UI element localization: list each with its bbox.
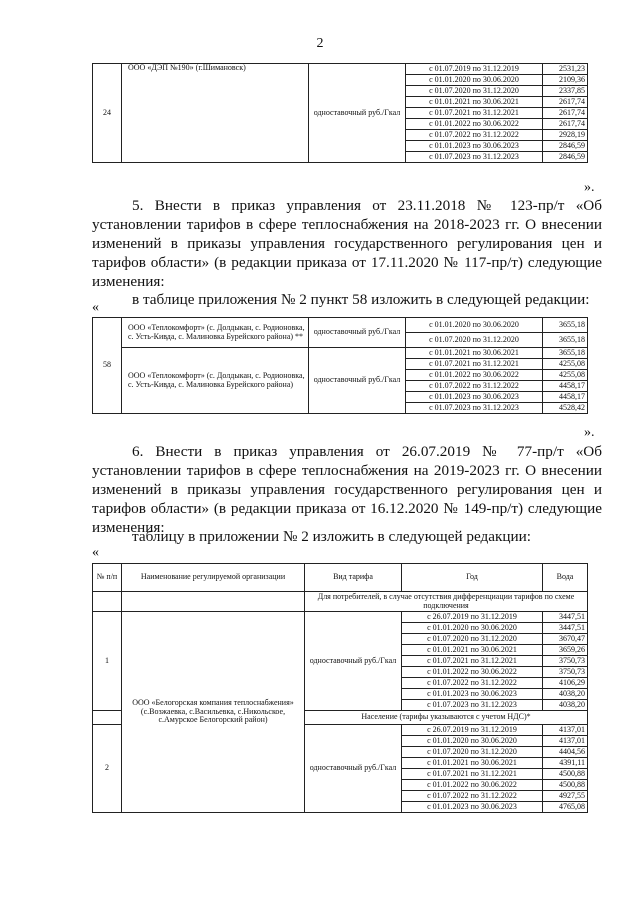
- table-row: [93, 64, 588, 75]
- row-number: 24: [93, 64, 122, 163]
- value-cell: 2337,85: [543, 86, 588, 97]
- period-cell: с 01.01.2020 по 30.06.2020: [402, 623, 543, 634]
- value-cell: 3659,26: [543, 645, 588, 656]
- tariff-type: одноставочный руб./Гкал: [309, 64, 406, 163]
- close-quote-2: ».: [584, 425, 595, 440]
- period-cell: с 01.07.2023 по 31.12.2023: [406, 403, 543, 414]
- group-label-population: Население (тарифы указываются с учетом НДС)*: [305, 711, 588, 725]
- header-water: Вода: [543, 564, 588, 592]
- value-cell: 4528,42: [543, 403, 588, 414]
- period-cell: с 01.01.2020 по 30.06.2020: [402, 736, 543, 747]
- close-quote-1: ».: [584, 180, 595, 195]
- value-cell: 4500,88: [543, 780, 588, 791]
- period-cell: с 01.01.2023 по 30.06.2023: [406, 392, 543, 403]
- period-cell: с 01.01.2021 по 30.06.2021: [402, 758, 543, 769]
- organization-name: ООО «ДЭП №190» (г.Шимановск): [122, 64, 309, 163]
- value-cell: 3670,47: [543, 634, 588, 645]
- header-tariff: Вид тарифа: [305, 564, 402, 592]
- period-cell: с 01.07.2021 по 31.12.2021: [406, 359, 543, 370]
- period-cell: с 01.07.2020 по 31.12.2020: [406, 86, 543, 97]
- value-cell: 4106,29: [543, 678, 588, 689]
- value-cell: 4137,01: [543, 736, 588, 747]
- paragraph-6-instruction: таблицу в приложении № 2 изложить в следующей редакции:: [132, 528, 531, 545]
- value-cell: 3750,73: [543, 656, 588, 667]
- organization-name: ООО «Теплокомфорт» (с. Долдыкан, с. Родионовка, с. Усть-Кивда, с. Малиновка Бурейского района): [122, 348, 309, 414]
- value-cell: 2109,36: [543, 75, 588, 86]
- value-cell: 4765,08: [543, 802, 588, 813]
- value-cell: 2531,23: [543, 64, 588, 75]
- paragraph-6: 6. Внести в приказ управления от 26.07.2019 № 77-пр/т «Об установлении тарифов в сфере теплоснабжения на 2019-2023 гг. О внесении изменений в приказы управления государственного регулирования цен и тарифов области» (в редакции приказа от 16.12.2020 № 149-пр/т) следующие изменения:: [92, 443, 602, 536]
- period-cell: с 01.01.2023 по 30.06.2023: [406, 141, 543, 152]
- value-cell: 4137,01: [543, 725, 588, 736]
- value-cell: 4255,08: [543, 359, 588, 370]
- value-cell: 4458,17: [543, 392, 588, 403]
- value-cell: 2928,19: [543, 130, 588, 141]
- period-cell: с 01.01.2022 по 30.06.2022: [402, 667, 543, 678]
- page-number: 2: [316, 36, 324, 51]
- organization-name: ООО «Белогорская компания теплоснабжения» (с.Возжаевка, с.Васильевка, с.Никольское, с.Амурское Белогорский район): [122, 612, 305, 813]
- paragraph-5-instruction: в таблице приложения № 2 пункт 58 изложить в следующей редакции:: [132, 291, 590, 308]
- table-row: [93, 348, 588, 359]
- group-spacer-num: [93, 592, 122, 612]
- period-cell: с 01.01.2021 по 30.06.2021: [406, 97, 543, 108]
- period-cell: с 01.07.2023 по 31.12.2023: [406, 152, 543, 163]
- row-number: 2: [93, 725, 122, 813]
- row-number: 58: [93, 318, 122, 414]
- value-cell: 4927,55: [543, 791, 588, 802]
- period-cell: с 01.07.2021 по 31.12.2021: [402, 656, 543, 667]
- period-cell: с 01.07.2020 по 31.12.2020: [402, 747, 543, 758]
- value-cell: 2846,59: [543, 152, 588, 163]
- table-row: [93, 612, 588, 623]
- group-label-consumers: Для потребителей, в случае отсутствия дифференциации тарифов по схеме подключения: [305, 592, 588, 612]
- table-header-row: [93, 564, 588, 592]
- period-cell: с 01.07.2022 по 31.12.2022: [406, 130, 543, 141]
- open-quote-2: «: [92, 300, 99, 315]
- period-cell: с 01.07.2021 по 31.12.2021: [406, 108, 543, 119]
- group-spacer-org: [122, 592, 305, 612]
- paragraph-5: 5. Внести в приказ управления от 23.11.2018 № 123-пр/т «Об установлении тарифов в сфере теплоснабжения на 2018-2023 гг. О внесении изменений в приказы управления государственного регулирования цен и тарифов области» (в редакции приказа от 17.11.2020 № 117-пр/т) следующие изменения:: [92, 197, 602, 290]
- value-cell: 4038,20: [543, 689, 588, 700]
- value-cell: 2617,74: [543, 119, 588, 130]
- period-cell: с 01.01.2022 по 30.06.2022: [406, 119, 543, 130]
- table-row: [93, 318, 588, 333]
- period-cell: с 01.07.2022 по 31.12.2022: [406, 381, 543, 392]
- period-cell: с 01.01.2022 по 30.06.2022: [402, 780, 543, 791]
- value-cell: 4404,56: [543, 747, 588, 758]
- header-num: № п/п: [93, 564, 122, 592]
- tariff-table-belogorsk: [92, 563, 588, 813]
- value-cell: 4391,11: [543, 758, 588, 769]
- period-cell: с 01.07.2019 по 31.12.2019: [406, 64, 543, 75]
- open-quote-3: «: [92, 545, 99, 560]
- value-cell: 3655,18: [543, 348, 588, 359]
- period-cell: с 01.01.2023 по 30.06.2023: [402, 689, 543, 700]
- value-cell: 3750,73: [543, 667, 588, 678]
- period-cell: с 26.07.2019 по 31.12.2019: [402, 725, 543, 736]
- tariff-table-58: [92, 317, 588, 414]
- value-cell: 2617,74: [543, 108, 588, 119]
- tariff-type: одноставочный руб./Гкал: [309, 348, 406, 414]
- value-cell: 4038,20: [543, 700, 588, 711]
- value-cell: 4458,17: [543, 381, 588, 392]
- period-cell: с 01.07.2022 по 31.12.2022: [402, 791, 543, 802]
- period-cell: с 01.01.2022 по 30.06.2022: [406, 370, 543, 381]
- period-cell: с 01.01.2020 по 30.06.2020: [406, 75, 543, 86]
- group-row: [93, 592, 588, 612]
- period-cell: с 01.01.2021 по 30.06.2021: [406, 348, 543, 359]
- value-cell: 3655,18: [543, 318, 588, 333]
- period-cell: с 01.07.2022 по 31.12.2022: [402, 678, 543, 689]
- period-cell: с 26.07.2019 по 31.12.2019: [402, 612, 543, 623]
- period-cell: с 01.07.2021 по 31.12.2021: [402, 769, 543, 780]
- value-cell: 3655,18: [543, 333, 588, 348]
- period-cell: с 01.07.2020 по 31.12.2020: [402, 634, 543, 645]
- tariff-type: одноставочный руб./Гкал: [309, 318, 406, 348]
- group-spacer-num: [93, 711, 122, 725]
- header-year: Год: [402, 564, 543, 592]
- value-cell: 3447,51: [543, 612, 588, 623]
- tariff-type: одноставочный руб./Гкал: [305, 612, 402, 711]
- value-cell: 2617,74: [543, 97, 588, 108]
- tariff-table-24: [92, 63, 588, 163]
- value-cell: 4500,88: [543, 769, 588, 780]
- period-cell: с 01.07.2023 по 31.12.2023: [402, 700, 543, 711]
- period-cell: с 01.01.2023 по 30.06.2023: [402, 802, 543, 813]
- value-cell: 3447,51: [543, 623, 588, 634]
- value-cell: 4255,08: [543, 370, 588, 381]
- period-cell: с 01.01.2021 по 30.06.2021: [402, 645, 543, 656]
- row-number: 1: [93, 612, 122, 711]
- tariff-type: одноставочный руб./Гкал: [305, 725, 402, 813]
- header-organization: Наименование регулируемой организации: [122, 564, 305, 592]
- period-cell: с 01.07.2020 по 31.12.2020: [406, 333, 543, 348]
- organization-name: ООО «Теплокомфорт» (с. Долдыкан, с. Родионовка, с. Усть-Кивда, с. Малиновка Бурейского района) **: [122, 318, 309, 348]
- value-cell: 2846,59: [543, 141, 588, 152]
- period-cell: с 01.01.2020 по 30.06.2020: [406, 318, 543, 333]
